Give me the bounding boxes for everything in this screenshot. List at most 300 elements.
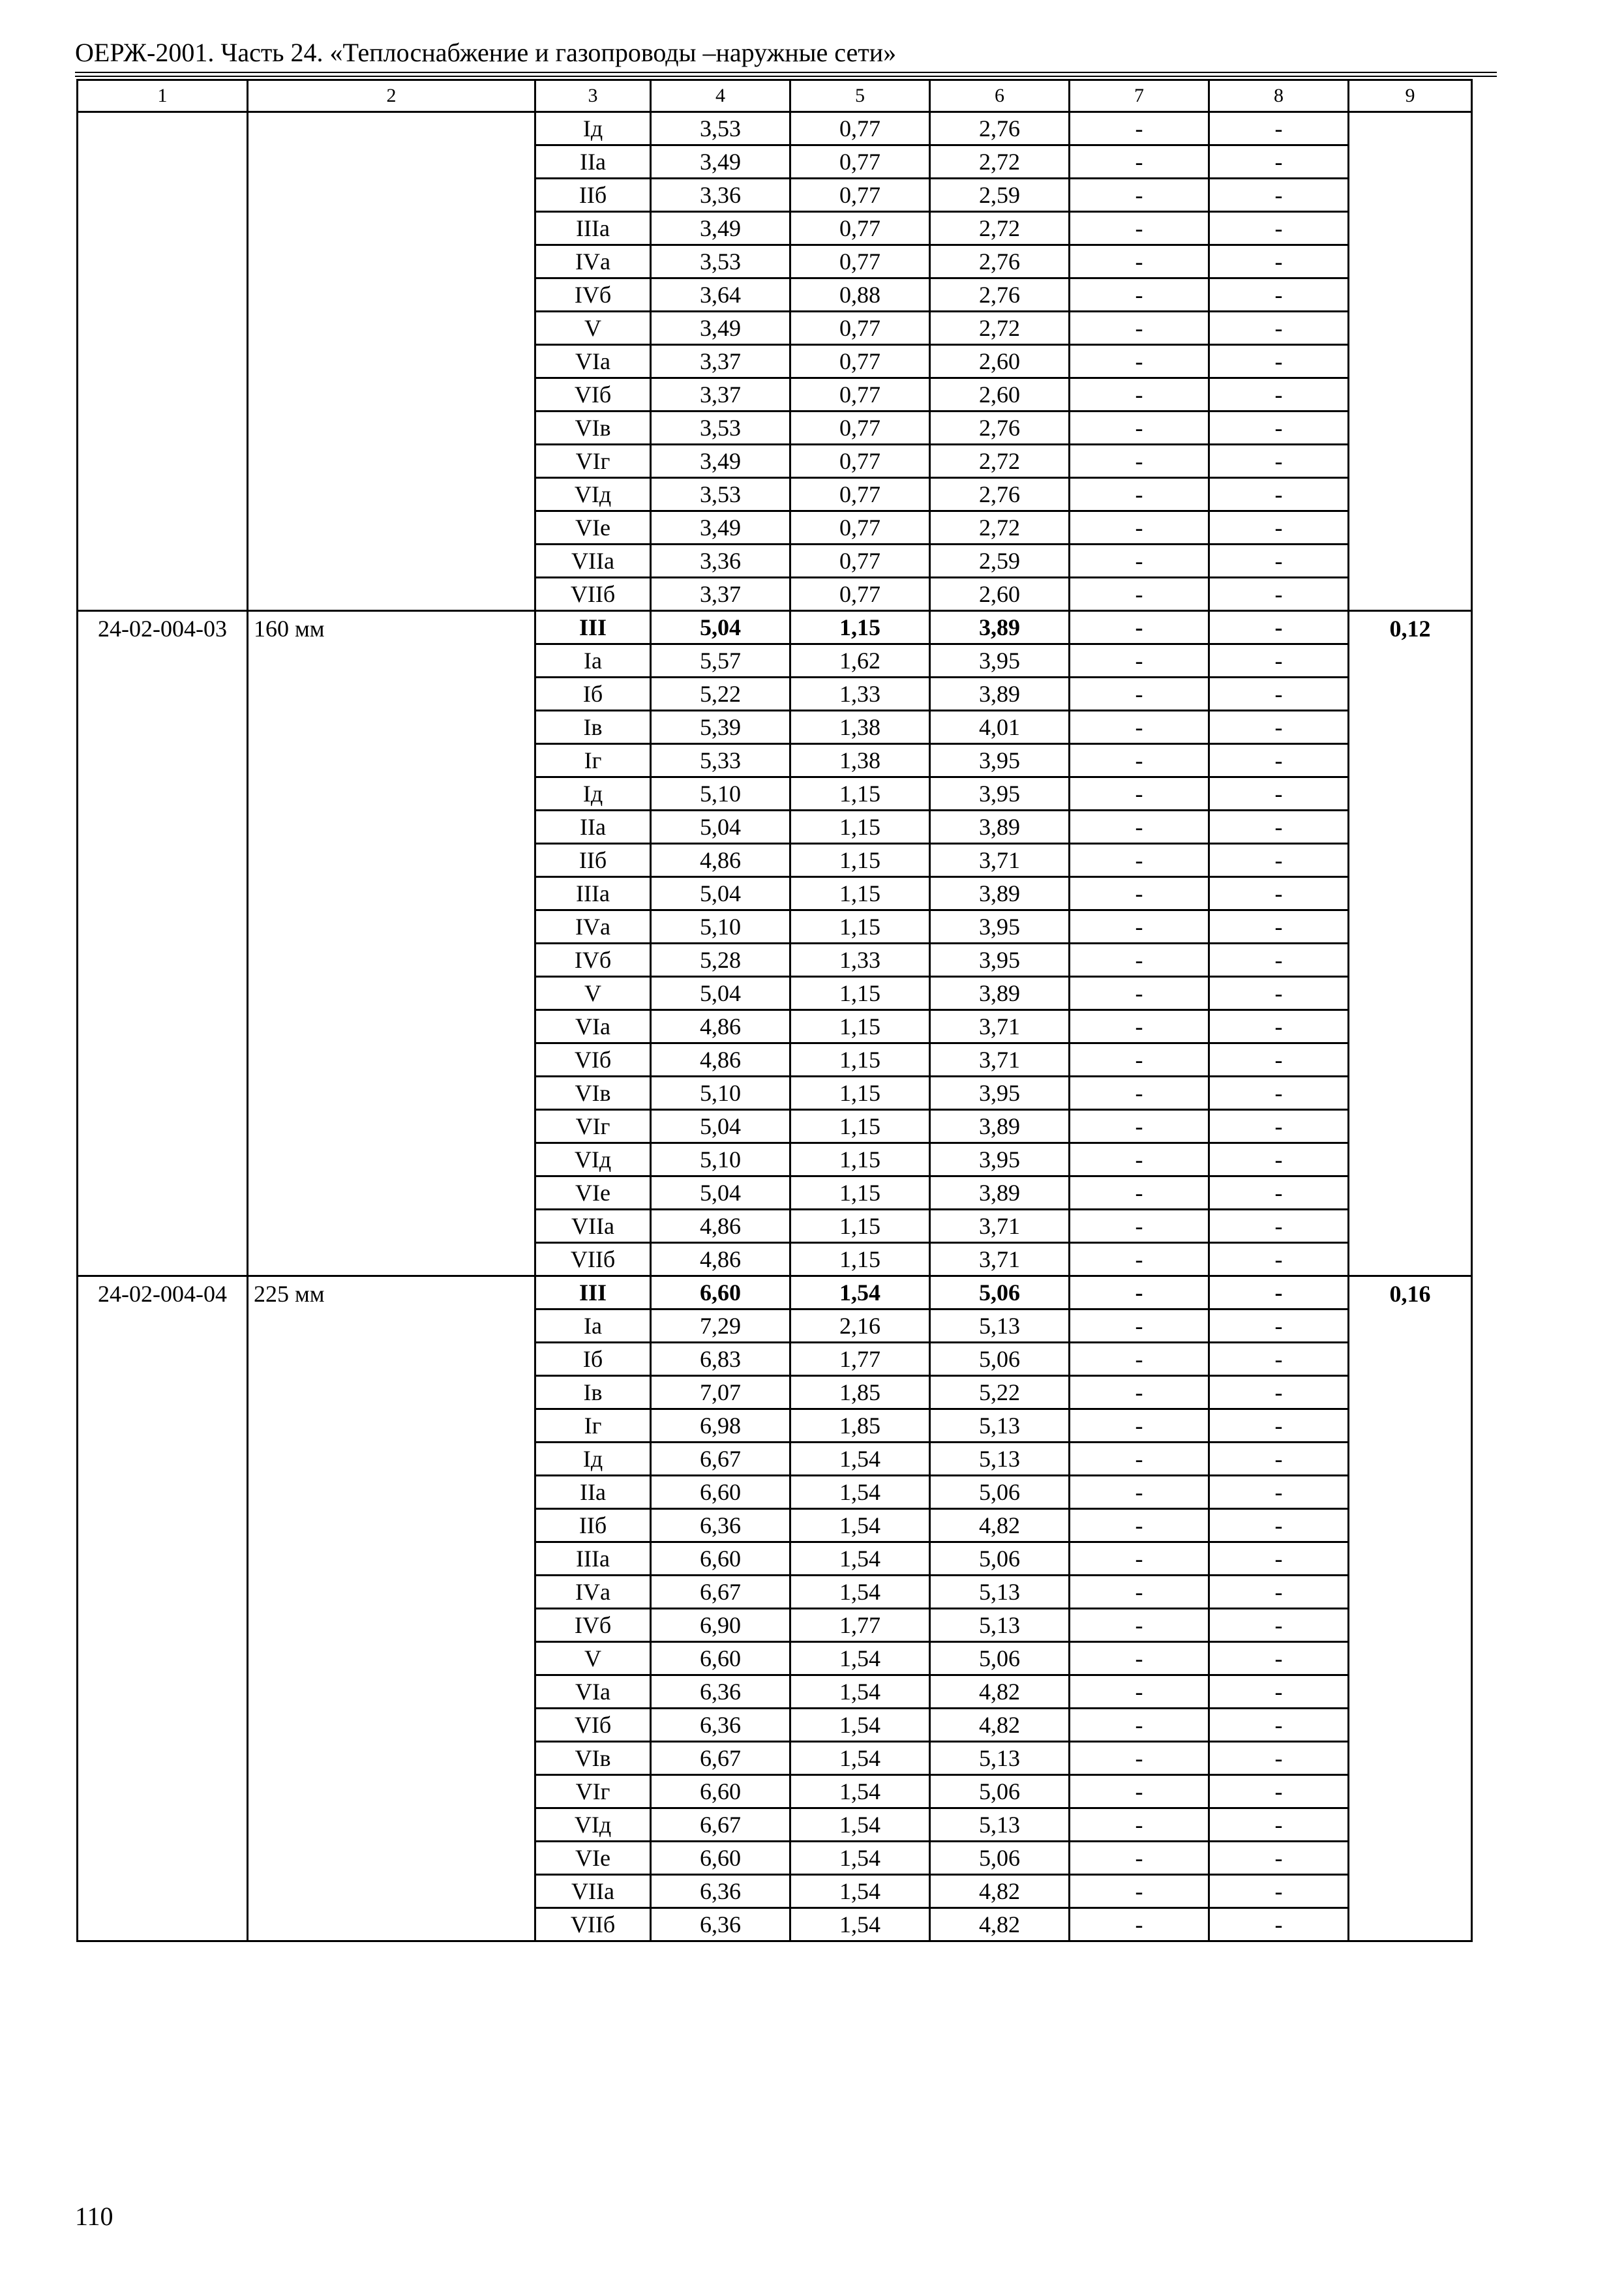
value-cell-col8: - [1209, 1110, 1349, 1143]
column-number: 6 [930, 80, 1070, 112]
value-cell-col4: 6,67 [651, 1742, 790, 1775]
value-cell-col4: 6,67 [651, 1443, 790, 1476]
value-cell-col6: 2,76 [930, 245, 1070, 278]
value-cell-col5: 1,15 [790, 1243, 930, 1276]
value-cell-col5: 0,77 [790, 212, 930, 245]
value-cell-col7: - [1070, 977, 1209, 1010]
value-cell-col6: 4,01 [930, 711, 1070, 744]
zone-cell: IIб [535, 844, 651, 877]
value-cell-col6: 3,89 [930, 1176, 1070, 1210]
value-cell-col6: 2,72 [930, 212, 1070, 245]
zone-cell: IIIа [535, 1542, 651, 1576]
zone-cell: IIб [535, 1509, 651, 1542]
value-cell-col6: 5,06 [930, 1775, 1070, 1808]
value-cell-col8: - [1209, 278, 1349, 312]
zone-cell: VIд [535, 1143, 651, 1176]
value-cell-col8: - [1209, 411, 1349, 445]
value-cell-col5: 1,15 [790, 1110, 930, 1143]
value-cell-col4: 7,07 [651, 1376, 790, 1409]
value-cell-col4: 3,64 [651, 278, 790, 312]
table-row [78, 611, 1472, 644]
value-cell-col7: - [1070, 1509, 1209, 1542]
value-cell-col8: - [1209, 777, 1349, 811]
value-cell-col8: - [1209, 1908, 1349, 1941]
zone-cell: IVа [535, 910, 651, 944]
header-rule [75, 76, 1497, 77]
zone-cell: IIа [535, 811, 651, 844]
value-cell-col5: 1,54 [790, 1908, 930, 1941]
zone-cell: VIIа [535, 545, 651, 578]
value-cell-col7: - [1070, 1276, 1209, 1309]
value-cell-col5: 1,77 [790, 1609, 930, 1642]
value-cell-col4: 6,36 [651, 1908, 790, 1941]
value-cell-col5: 1,85 [790, 1409, 930, 1443]
value-cell-col7: - [1070, 1609, 1209, 1642]
value-cell-col5: 1,54 [790, 1875, 930, 1908]
value-cell-col4: 6,83 [651, 1343, 790, 1376]
value-cell-col8: - [1209, 644, 1349, 678]
column-number: 8 [1209, 80, 1349, 112]
value-cell-col8: - [1209, 877, 1349, 910]
value-cell-col8: - [1209, 1542, 1349, 1576]
value-cell-col7: - [1070, 1875, 1209, 1908]
value-cell-col8: - [1209, 1243, 1349, 1276]
column-number-row [78, 80, 1472, 112]
value-cell-col7: - [1070, 511, 1209, 545]
value-cell-col5: 1,54 [790, 1709, 930, 1742]
zone-cell: IVб [535, 278, 651, 312]
value-cell-col4: 5,04 [651, 877, 790, 910]
value-cell-col5: 1,54 [790, 1742, 930, 1775]
value-cell-col4: 6,60 [651, 1476, 790, 1509]
value-cell-col6: 5,22 [930, 1376, 1070, 1409]
zone-cell: Iд [535, 1443, 651, 1476]
rate-code-cell: 24-02-004-03 [78, 611, 248, 1276]
value-cell-col4: 3,49 [651, 212, 790, 245]
value-cell-col8: - [1209, 312, 1349, 345]
zone-cell: VIIб [535, 578, 651, 611]
zone-cell: IVб [535, 1609, 651, 1642]
value-cell-col5: 1,85 [790, 1376, 930, 1409]
value-cell-col9: 0,16 [1349, 1276, 1472, 1941]
rate-code-cell [78, 112, 248, 611]
value-cell-col7: - [1070, 378, 1209, 411]
value-cell-col5: 0,77 [790, 179, 930, 212]
value-cell-col5: 1,54 [790, 1642, 930, 1675]
value-cell-col5: 2,16 [790, 1309, 930, 1343]
table-row [78, 1276, 1472, 1309]
value-cell-col5: 1,54 [790, 1542, 930, 1576]
value-cell-col5: 1,54 [790, 1576, 930, 1609]
value-cell-col7: - [1070, 1309, 1209, 1343]
value-cell-col8: - [1209, 212, 1349, 245]
zone-cell: Iд [535, 777, 651, 811]
value-cell-col7: - [1070, 1077, 1209, 1110]
zone-cell: IVа [535, 245, 651, 278]
value-cell-col8: - [1209, 711, 1349, 744]
value-cell-col4: 3,36 [651, 545, 790, 578]
value-cell-col6: 2,59 [930, 179, 1070, 212]
zone-cell: VIб [535, 378, 651, 411]
value-cell-col4: 4,86 [651, 1243, 790, 1276]
value-cell-col8: - [1209, 378, 1349, 411]
value-cell-col5: 1,54 [790, 1675, 930, 1709]
value-cell-col5: 0,77 [790, 411, 930, 445]
value-cell-col6: 2,60 [930, 345, 1070, 378]
zone-cell: IIIа [535, 212, 651, 245]
zone-cell: VIIа [535, 1875, 651, 1908]
value-cell-col8: - [1209, 511, 1349, 545]
value-cell-col8: - [1209, 1775, 1349, 1808]
value-cell-col5: 0,88 [790, 278, 930, 312]
value-cell-col4: 3,53 [651, 112, 790, 145]
value-cell-col4: 6,36 [651, 1709, 790, 1742]
value-cell-col8: - [1209, 977, 1349, 1010]
value-cell-col6: 2,76 [930, 112, 1070, 145]
value-cell-col5: 0,77 [790, 511, 930, 545]
value-cell-col4: 3,49 [651, 511, 790, 545]
value-cell-col7: - [1070, 1908, 1209, 1941]
zone-cell: VIе [535, 1176, 651, 1210]
value-cell-col6: 3,71 [930, 1243, 1070, 1276]
value-cell-col5: 1,54 [790, 1842, 930, 1875]
value-cell-col8: - [1209, 1642, 1349, 1675]
value-cell-col6: 3,89 [930, 811, 1070, 844]
value-cell-col4: 3,53 [651, 478, 790, 511]
value-cell-col7: - [1070, 944, 1209, 977]
value-cell-col4: 6,60 [651, 1276, 790, 1309]
value-cell-col4: 4,86 [651, 1210, 790, 1243]
value-cell-col4: 5,04 [651, 1176, 790, 1210]
zone-cell: Iв [535, 711, 651, 744]
value-cell-col8: - [1209, 1176, 1349, 1210]
column-number: 1 [78, 80, 248, 112]
value-cell-col8: - [1209, 1808, 1349, 1842]
value-cell-col6: 3,89 [930, 877, 1070, 910]
value-cell-col6: 5,13 [930, 1576, 1070, 1609]
zone-cell: VIа [535, 1010, 651, 1043]
value-cell-col6: 4,82 [930, 1709, 1070, 1742]
value-cell-col6: 3,89 [930, 678, 1070, 711]
zone-cell: IIб [535, 179, 651, 212]
value-cell-col7: - [1070, 910, 1209, 944]
value-cell-col9 [1349, 112, 1472, 611]
value-cell-col6: 3,71 [930, 844, 1070, 877]
value-cell-col8: - [1209, 478, 1349, 511]
value-cell-col7: - [1070, 112, 1209, 145]
value-cell-col8: - [1209, 445, 1349, 478]
value-cell-col4: 3,37 [651, 578, 790, 611]
zone-cell: VIв [535, 411, 651, 445]
value-cell-col7: - [1070, 312, 1209, 345]
value-cell-col8: - [1209, 811, 1349, 844]
value-cell-col6: 4,82 [930, 1908, 1070, 1941]
value-cell-col8: - [1209, 1143, 1349, 1176]
value-cell-col5: 0,77 [790, 145, 930, 179]
zone-cell: VIв [535, 1077, 651, 1110]
value-cell-col6: 3,95 [930, 944, 1070, 977]
value-cell-col7: - [1070, 578, 1209, 611]
value-cell-col7: - [1070, 1443, 1209, 1476]
value-cell-col8: - [1209, 1476, 1349, 1509]
value-cell-col7: - [1070, 179, 1209, 212]
value-cell-col5: 1,33 [790, 944, 930, 977]
value-cell-col4: 5,39 [651, 711, 790, 744]
value-cell-col7: - [1070, 1842, 1209, 1875]
zone-cell: Iд [535, 112, 651, 145]
value-cell-col6: 2,76 [930, 478, 1070, 511]
value-cell-col7: - [1070, 611, 1209, 644]
value-cell-col8: - [1209, 112, 1349, 145]
value-cell-col7: - [1070, 1110, 1209, 1143]
value-cell-col7: - [1070, 445, 1209, 478]
value-cell-col4: 5,04 [651, 977, 790, 1010]
value-cell-col8: - [1209, 1376, 1349, 1409]
value-cell-col5: 1,38 [790, 744, 930, 777]
value-cell-col5: 1,15 [790, 1043, 930, 1077]
value-cell-col8: - [1209, 1210, 1349, 1243]
value-cell-col7: - [1070, 1243, 1209, 1276]
value-cell-col8: - [1209, 1043, 1349, 1077]
zone-cell: VIа [535, 345, 651, 378]
value-cell-col6: 2,76 [930, 278, 1070, 312]
value-cell-col4: 6,98 [651, 1409, 790, 1443]
zone-cell: IIа [535, 145, 651, 179]
value-cell-col8: - [1209, 1309, 1349, 1343]
value-cell-col8: - [1209, 611, 1349, 644]
zone-cell: VIб [535, 1709, 651, 1742]
value-cell-col4: 6,36 [651, 1875, 790, 1908]
value-cell-col6: 3,95 [930, 910, 1070, 944]
value-cell-col6: 3,71 [930, 1043, 1070, 1077]
value-cell-col5: 0,77 [790, 312, 930, 345]
zone-cell: IVб [535, 944, 651, 977]
value-cell-col7: - [1070, 1642, 1209, 1675]
value-cell-col7: - [1070, 1742, 1209, 1775]
value-cell-col4: 5,28 [651, 944, 790, 977]
value-cell-col7: - [1070, 1043, 1209, 1077]
zone-cell: Iг [535, 744, 651, 777]
value-cell-col4: 5,10 [651, 1077, 790, 1110]
value-cell-col6: 5,06 [930, 1276, 1070, 1309]
value-cell-col7: - [1070, 877, 1209, 910]
value-cell-col5: 1,15 [790, 1210, 930, 1243]
value-cell-col8: - [1209, 1609, 1349, 1642]
zone-cell: Iа [535, 644, 651, 678]
value-cell-col6: 3,71 [930, 1010, 1070, 1043]
value-cell-col5: 1,15 [790, 611, 930, 644]
value-cell-col4: 3,37 [651, 345, 790, 378]
value-cell-col5: 1,15 [790, 777, 930, 811]
value-cell-col8: - [1209, 1010, 1349, 1043]
zone-cell: VIе [535, 511, 651, 545]
value-cell-col6: 5,13 [930, 1309, 1070, 1343]
value-cell-col5: 0,77 [790, 545, 930, 578]
value-cell-col4: 3,37 [651, 378, 790, 411]
value-cell-col6: 2,72 [930, 511, 1070, 545]
value-cell-col8: - [1209, 1675, 1349, 1709]
zone-cell: VIв [535, 1742, 651, 1775]
value-cell-col5: 1,62 [790, 644, 930, 678]
value-cell-col5: 1,38 [790, 711, 930, 744]
value-cell-col6: 2,60 [930, 578, 1070, 611]
value-cell-col6: 2,72 [930, 312, 1070, 345]
zone-cell: V [535, 977, 651, 1010]
value-cell-col8: - [1209, 179, 1349, 212]
zone-cell: VIд [535, 478, 651, 511]
value-cell-col6: 3,71 [930, 1210, 1070, 1243]
value-cell-col7: - [1070, 411, 1209, 445]
value-cell-col5: 1,15 [790, 910, 930, 944]
value-cell-col6: 4,82 [930, 1509, 1070, 1542]
value-cell-col7: - [1070, 1675, 1209, 1709]
value-cell-col6: 5,06 [930, 1842, 1070, 1875]
zone-cell: VIб [535, 1043, 651, 1077]
value-cell-col5: 0,77 [790, 478, 930, 511]
zone-cell: Iв [535, 1376, 651, 1409]
value-cell-col5: 0,77 [790, 445, 930, 478]
value-cell-col7: - [1070, 844, 1209, 877]
column-number: 9 [1349, 80, 1472, 112]
value-cell-col5: 0,77 [790, 245, 930, 278]
zone-cell: Iб [535, 1343, 651, 1376]
value-cell-col7: - [1070, 1176, 1209, 1210]
value-cell-col8: - [1209, 844, 1349, 877]
value-cell-col4: 5,10 [651, 1143, 790, 1176]
value-cell-col4: 4,86 [651, 844, 790, 877]
value-cell-col5: 1,15 [790, 977, 930, 1010]
value-cell-col7: - [1070, 1808, 1209, 1842]
value-cell-col7: - [1070, 644, 1209, 678]
rate-name-cell: 225 мм [248, 1276, 535, 1941]
value-cell-col7: - [1070, 811, 1209, 844]
value-cell-col4: 3,53 [651, 411, 790, 445]
value-cell-col5: 1,15 [790, 811, 930, 844]
value-cell-col6: 2,60 [930, 378, 1070, 411]
value-cell-col9: 0,12 [1349, 611, 1472, 1276]
zone-cell: III [535, 611, 651, 644]
value-cell-col6: 2,72 [930, 445, 1070, 478]
value-cell-col6: 2,59 [930, 545, 1070, 578]
value-cell-col7: - [1070, 777, 1209, 811]
value-cell-col4: 4,86 [651, 1043, 790, 1077]
value-cell-col7: - [1070, 1542, 1209, 1576]
value-cell-col5: 1,54 [790, 1276, 930, 1309]
table-row [78, 112, 1472, 145]
value-cell-col5: 1,15 [790, 877, 930, 910]
value-cell-col4: 3,53 [651, 245, 790, 278]
zone-cell: V [535, 1642, 651, 1675]
value-cell-col4: 6,36 [651, 1675, 790, 1709]
value-cell-col4: 6,67 [651, 1576, 790, 1609]
value-cell-col7: - [1070, 1709, 1209, 1742]
value-cell-col6: 5,13 [930, 1409, 1070, 1443]
value-cell-col5: 1,54 [790, 1509, 930, 1542]
zone-cell: IIIа [535, 877, 651, 910]
zone-cell: Iб [535, 678, 651, 711]
column-number: 7 [1070, 80, 1209, 112]
value-cell-col4: 5,22 [651, 678, 790, 711]
value-cell-col4: 5,57 [651, 644, 790, 678]
rate-name-cell [248, 112, 535, 611]
value-cell-col4: 6,60 [651, 1775, 790, 1808]
value-cell-col4: 5,04 [651, 811, 790, 844]
value-cell-col7: - [1070, 145, 1209, 179]
value-cell-col4: 5,10 [651, 777, 790, 811]
value-cell-col7: - [1070, 1010, 1209, 1043]
column-number: 4 [651, 80, 790, 112]
zone-cell: Iг [535, 1409, 651, 1443]
value-cell-col6: 3,95 [930, 744, 1070, 777]
value-cell-col8: - [1209, 1709, 1349, 1742]
value-cell-col8: - [1209, 1343, 1349, 1376]
value-cell-col6: 2,72 [930, 145, 1070, 179]
value-cell-col5: 0,77 [790, 578, 930, 611]
value-cell-col8: - [1209, 578, 1349, 611]
value-cell-col8: - [1209, 1077, 1349, 1110]
value-cell-col8: - [1209, 1409, 1349, 1443]
value-cell-col7: - [1070, 212, 1209, 245]
table-body [78, 80, 1472, 1941]
zone-cell: VIIа [535, 1210, 651, 1243]
value-cell-col4: 3,49 [651, 312, 790, 345]
value-cell-col8: - [1209, 1509, 1349, 1542]
value-cell-col4: 6,60 [651, 1542, 790, 1576]
value-cell-col4: 7,29 [651, 1309, 790, 1343]
value-cell-col4: 3,36 [651, 179, 790, 212]
value-cell-col4: 6,90 [651, 1609, 790, 1642]
value-cell-col4: 5,04 [651, 611, 790, 644]
value-cell-col8: - [1209, 678, 1349, 711]
value-cell-col6: 3,95 [930, 1143, 1070, 1176]
zone-cell: VIе [535, 1842, 651, 1875]
rates-table [76, 79, 1473, 1942]
value-cell-col8: - [1209, 345, 1349, 378]
value-cell-col4: 3,49 [651, 145, 790, 179]
value-cell-col6: 5,13 [930, 1742, 1070, 1775]
value-cell-col6: 5,13 [930, 1808, 1070, 1842]
value-cell-col5: 1,54 [790, 1476, 930, 1509]
zone-cell: VIа [535, 1675, 651, 1709]
value-cell-col4: 6,60 [651, 1642, 790, 1675]
value-cell-col5: 1,15 [790, 1143, 930, 1176]
value-cell-col8: - [1209, 1576, 1349, 1609]
value-cell-col8: - [1209, 545, 1349, 578]
value-cell-col7: - [1070, 711, 1209, 744]
value-cell-col8: - [1209, 245, 1349, 278]
value-cell-col5: 1,54 [790, 1808, 930, 1842]
value-cell-col6: 5,06 [930, 1642, 1070, 1675]
value-cell-col7: - [1070, 1143, 1209, 1176]
value-cell-col5: 1,54 [790, 1775, 930, 1808]
value-cell-col7: - [1070, 545, 1209, 578]
column-number: 3 [535, 80, 651, 112]
value-cell-col4: 5,33 [651, 744, 790, 777]
value-cell-col5: 0,77 [790, 345, 930, 378]
value-cell-col8: - [1209, 1742, 1349, 1775]
value-cell-col6: 5,13 [930, 1609, 1070, 1642]
rate-code-cell: 24-02-004-04 [78, 1276, 248, 1941]
value-cell-col7: - [1070, 245, 1209, 278]
value-cell-col8: - [1209, 1443, 1349, 1476]
value-cell-col8: - [1209, 744, 1349, 777]
column-number: 5 [790, 80, 930, 112]
value-cell-col8: - [1209, 1276, 1349, 1309]
header-rule [75, 72, 1497, 73]
page-header: ОЕРЖ-2001. Часть 24. «Теплоснабжение и газопроводы –наружные сети» [75, 38, 897, 67]
value-cell-col5: 1,15 [790, 1010, 930, 1043]
value-cell-col7: - [1070, 1409, 1209, 1443]
